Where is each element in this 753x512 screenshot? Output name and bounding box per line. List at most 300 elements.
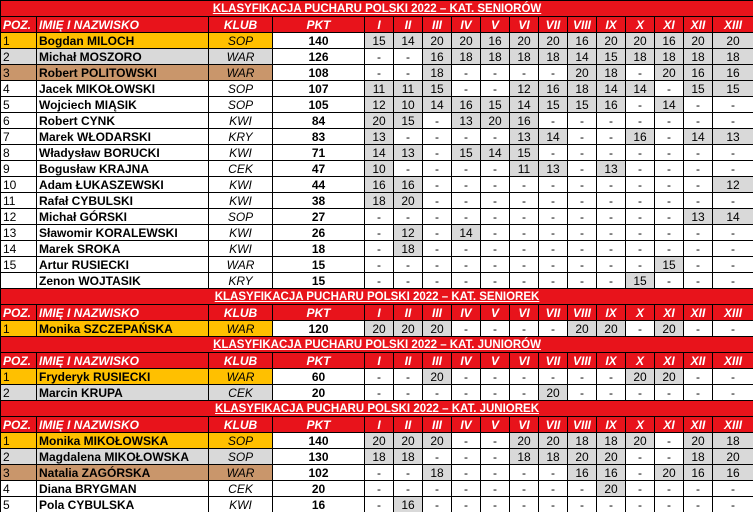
header-round: XI (655, 305, 684, 321)
round-score: 20 (655, 369, 684, 385)
table-row (1, 385, 753, 401)
round-score: - (452, 465, 481, 481)
club-cell: WAR (209, 49, 273, 65)
round-score: 15 (713, 81, 753, 97)
round-score: 12 (713, 177, 753, 193)
position-cell: 5 (1, 497, 37, 512)
round-score: - (365, 65, 394, 81)
round-score: - (365, 369, 394, 385)
round-score: 20 (539, 385, 568, 401)
points-cell: 83 (273, 129, 365, 145)
round-score: 20 (365, 113, 394, 129)
round-score: - (510, 209, 539, 225)
header-round: VIII (568, 353, 597, 369)
header-round: XIII (713, 17, 753, 33)
header-round: II (394, 17, 423, 33)
round-score: 16 (568, 33, 597, 49)
header-round: II (394, 417, 423, 433)
round-score: - (481, 321, 510, 337)
table-row (1, 209, 753, 225)
round-score: 18 (539, 449, 568, 465)
header-round: VII (539, 17, 568, 33)
round-score: - (481, 161, 510, 177)
round-score: - (481, 65, 510, 81)
round-score: - (626, 145, 655, 161)
round-score: - (539, 465, 568, 481)
round-score: 15 (510, 145, 539, 161)
round-score: 14 (655, 97, 684, 113)
header-round: XII (684, 417, 713, 433)
round-score: 12 (510, 81, 539, 97)
competitor-name: Marek WŁODARSKI (37, 129, 209, 145)
round-score: - (423, 241, 452, 257)
round-score: 14 (394, 33, 423, 49)
round-score: 12 (394, 225, 423, 241)
club-cell: WAR (209, 369, 273, 385)
table-row (1, 193, 753, 209)
round-score: - (626, 481, 655, 497)
round-score: - (394, 257, 423, 273)
header-round: III (423, 417, 452, 433)
header-round: XII (684, 17, 713, 33)
round-score: - (510, 369, 539, 385)
round-score: - (684, 241, 713, 257)
position-cell: 7 (1, 129, 37, 145)
points-cell: 71 (273, 145, 365, 161)
competitor-name: Zenon WOJTASIK (37, 273, 209, 289)
header-name: IMIĘ I NAZWISKO (37, 417, 209, 433)
round-score: - (481, 369, 510, 385)
round-score: - (655, 129, 684, 145)
competitor-name: Fryderyk RUSIECKI (37, 369, 209, 385)
round-score: - (539, 193, 568, 209)
round-score: - (684, 385, 713, 401)
points-cell: 126 (273, 49, 365, 65)
club-cell: KWI (209, 193, 273, 209)
round-score: - (597, 225, 626, 241)
header-round: XII (684, 353, 713, 369)
round-score: - (510, 273, 539, 289)
round-score: 14 (684, 129, 713, 145)
round-score: - (539, 273, 568, 289)
round-score: - (510, 241, 539, 257)
round-score: - (481, 449, 510, 465)
round-score: - (452, 65, 481, 81)
round-score: - (365, 497, 394, 512)
round-score: - (684, 481, 713, 497)
header-pos: POZ. (1, 417, 37, 433)
round-score: - (655, 225, 684, 241)
round-score: - (655, 145, 684, 161)
round-score: - (568, 257, 597, 273)
round-score: - (655, 161, 684, 177)
round-score: - (539, 209, 568, 225)
round-score: - (626, 177, 655, 193)
header-round: X (626, 353, 655, 369)
header-name: IMIĘ I NAZWISKO (37, 305, 209, 321)
section-title: KLASYFIKACJA PUCHARU POLSKI 2022 – KAT. SENIOREK (1, 289, 753, 305)
round-score: - (510, 177, 539, 193)
round-score: - (481, 129, 510, 145)
round-score: - (568, 193, 597, 209)
header-club: KLUB (209, 305, 273, 321)
round-score: - (597, 273, 626, 289)
round-score: - (655, 209, 684, 225)
round-score: - (365, 241, 394, 257)
round-score: - (684, 145, 713, 161)
round-score: - (655, 449, 684, 465)
points-cell: 15 (273, 273, 365, 289)
position-cell: 2 (1, 385, 37, 401)
club-cell: WAR (209, 65, 273, 81)
round-score: - (510, 65, 539, 81)
position-cell: 11 (1, 193, 37, 209)
header-round: IV (452, 417, 481, 433)
round-score: - (655, 241, 684, 257)
header-round: V (481, 353, 510, 369)
table-row (1, 497, 753, 512)
header-round: III (423, 353, 452, 369)
round-score: 14 (481, 145, 510, 161)
table-row (1, 129, 753, 145)
round-score: - (423, 225, 452, 241)
round-score: - (684, 497, 713, 512)
round-score: 18 (684, 449, 713, 465)
header-round: IX (597, 305, 626, 321)
round-score: 18 (423, 465, 452, 481)
header-name: IMIĘ I NAZWISKO (37, 353, 209, 369)
round-score: - (626, 257, 655, 273)
header-round: XI (655, 417, 684, 433)
round-score: - (713, 497, 753, 512)
round-score: - (481, 385, 510, 401)
section-title-row (1, 337, 753, 353)
competitor-name: Michał GÓRSKI (37, 209, 209, 225)
header-round: II (394, 353, 423, 369)
round-score: - (713, 193, 753, 209)
header-round: XIII (713, 305, 753, 321)
club-cell: KWI (209, 177, 273, 193)
round-score: - (423, 257, 452, 273)
club-cell: KRY (209, 129, 273, 145)
round-score: 12 (365, 97, 394, 113)
round-score: 18 (568, 81, 597, 97)
position-cell: 1 (1, 369, 37, 385)
header-round: IV (452, 353, 481, 369)
round-score: 20 (626, 33, 655, 49)
competitor-name: Monika MIKOŁOWSKA (37, 433, 209, 449)
round-score: - (481, 193, 510, 209)
round-score: - (597, 497, 626, 512)
club-cell: SOP (209, 449, 273, 465)
points-cell: 16 (273, 497, 365, 512)
round-score: - (568, 497, 597, 512)
round-score: - (684, 257, 713, 273)
position-cell: 14 (1, 241, 37, 257)
round-score: - (539, 481, 568, 497)
position-cell: 1 (1, 321, 37, 337)
round-score: 20 (713, 33, 753, 49)
round-score: 15 (684, 81, 713, 97)
round-score: - (568, 145, 597, 161)
round-score: - (539, 321, 568, 337)
round-score: - (481, 225, 510, 241)
position-cell: 2 (1, 49, 37, 65)
round-score: 20 (365, 433, 394, 449)
round-score: 20 (539, 433, 568, 449)
competitor-name: Pola CYBULSKA (37, 497, 209, 512)
table-row (1, 161, 753, 177)
header-round: I (365, 305, 394, 321)
header-round: X (626, 305, 655, 321)
round-score: - (597, 257, 626, 273)
round-score: 13 (510, 129, 539, 145)
round-score: 14 (626, 81, 655, 97)
round-score: 20 (423, 33, 452, 49)
round-score: - (568, 385, 597, 401)
table-row (1, 97, 753, 113)
round-score: 18 (394, 449, 423, 465)
round-score: - (539, 177, 568, 193)
round-score: 15 (481, 97, 510, 113)
table-row (1, 65, 753, 81)
section-title: KLASYFIKACJA PUCHARU POLSKI 2022 – KAT. JUNIORÓW (1, 337, 753, 353)
competitor-name: Bogdan MILOCH (37, 33, 209, 49)
section-title: KLASYFIKACJA PUCHARU POLSKI 2022 – KAT. SENIORÓW (1, 1, 753, 17)
round-score: 16 (481, 33, 510, 49)
round-score: 20 (568, 321, 597, 337)
round-score: 18 (597, 433, 626, 449)
column-header-row (1, 305, 753, 321)
round-score: - (481, 81, 510, 97)
round-score: - (713, 369, 753, 385)
header-round: VIII (568, 17, 597, 33)
header-round: VI (510, 353, 539, 369)
round-score: - (510, 225, 539, 241)
round-score: - (626, 449, 655, 465)
club-cell: CEK (209, 385, 273, 401)
round-score: 14 (597, 81, 626, 97)
header-round: XI (655, 17, 684, 33)
points-cell: 27 (273, 209, 365, 225)
round-score: - (539, 65, 568, 81)
competitor-name: Adam ŁUKASZEWSKI (37, 177, 209, 193)
round-score: - (626, 113, 655, 129)
round-score: - (655, 273, 684, 289)
header-round: I (365, 353, 394, 369)
round-score: 18 (655, 49, 684, 65)
round-score: - (626, 241, 655, 257)
position-cell: 1 (1, 433, 37, 449)
header-pos: POZ. (1, 353, 37, 369)
position-cell: 15 (1, 257, 37, 273)
round-score: - (481, 433, 510, 449)
position-cell: 8 (1, 145, 37, 161)
header-round: XIII (713, 353, 753, 369)
round-score: 20 (539, 33, 568, 49)
header-points: PKT (273, 305, 365, 321)
round-score: - (423, 209, 452, 225)
round-score: - (481, 465, 510, 481)
header-club: KLUB (209, 17, 273, 33)
section-title-row (1, 401, 753, 417)
round-score: 16 (539, 81, 568, 97)
round-score: 18 (713, 49, 753, 65)
round-score: - (568, 241, 597, 257)
round-score: - (481, 241, 510, 257)
column-header-row (1, 17, 753, 33)
position-cell: 9 (1, 161, 37, 177)
header-round: V (481, 417, 510, 433)
round-score: - (713, 385, 753, 401)
round-score: 20 (481, 113, 510, 129)
round-score: - (365, 209, 394, 225)
round-score: 15 (626, 273, 655, 289)
round-score: 20 (365, 321, 394, 337)
round-score: 15 (394, 113, 423, 129)
round-score: - (713, 145, 753, 161)
position-cell: 6 (1, 113, 37, 129)
round-score: - (597, 129, 626, 145)
round-score: - (655, 481, 684, 497)
round-score: 20 (568, 449, 597, 465)
round-score: - (568, 481, 597, 497)
header-round: I (365, 17, 394, 33)
position-cell: 2 (1, 449, 37, 465)
round-score: 18 (713, 433, 753, 449)
header-points: PKT (273, 17, 365, 33)
competitor-name: Robert CYNK (37, 113, 209, 129)
round-score: - (452, 177, 481, 193)
round-score: 18 (510, 449, 539, 465)
points-cell: 140 (273, 33, 365, 49)
round-score: - (626, 497, 655, 512)
position-cell: 3 (1, 65, 37, 81)
round-score: 20 (568, 65, 597, 81)
round-score: 20 (394, 321, 423, 337)
round-score: 20 (394, 433, 423, 449)
header-round: VIII (568, 305, 597, 321)
round-score: 18 (365, 193, 394, 209)
header-round: XII (684, 305, 713, 321)
round-score: - (597, 369, 626, 385)
round-score: - (597, 241, 626, 257)
round-score: - (713, 321, 753, 337)
round-score: 18 (394, 241, 423, 257)
round-score: 13 (452, 113, 481, 129)
competitor-name: Artur RUSIECKI (37, 257, 209, 273)
position-cell: 5 (1, 97, 37, 113)
round-score: 14 (568, 49, 597, 65)
round-score: - (684, 177, 713, 193)
round-score: 10 (394, 97, 423, 113)
round-score: 18 (626, 49, 655, 65)
round-score: - (510, 321, 539, 337)
round-score: - (568, 273, 597, 289)
table-row (1, 481, 753, 497)
header-points: PKT (273, 417, 365, 433)
round-score: - (510, 481, 539, 497)
competitor-name: Bogusław KRAJNA (37, 161, 209, 177)
round-score: - (539, 257, 568, 273)
competitor-name: Wojciech MIĄSIK (37, 97, 209, 113)
round-score: - (626, 225, 655, 241)
round-score: - (684, 193, 713, 209)
round-score: - (539, 225, 568, 241)
points-cell: 44 (273, 177, 365, 193)
header-round: V (481, 17, 510, 33)
round-score: - (394, 385, 423, 401)
points-cell: 18 (273, 241, 365, 257)
competitor-name: Diana BRYGMAN (37, 481, 209, 497)
section-title-row (1, 289, 753, 305)
round-score: - (713, 113, 753, 129)
column-header-row (1, 353, 753, 369)
round-score: - (510, 257, 539, 273)
round-score: - (481, 273, 510, 289)
header-round: IV (452, 17, 481, 33)
round-score: 20 (655, 465, 684, 481)
table-row (1, 241, 753, 257)
round-score: - (655, 177, 684, 193)
round-score: - (626, 465, 655, 481)
round-score: 20 (510, 33, 539, 49)
header-round: VII (539, 353, 568, 369)
round-score: 15 (365, 33, 394, 49)
round-score: 14 (365, 145, 394, 161)
round-score: - (713, 225, 753, 241)
round-score: 18 (365, 449, 394, 465)
round-score: - (713, 241, 753, 257)
club-cell: SOP (209, 81, 273, 97)
round-score: - (423, 129, 452, 145)
position-cell: 13 (1, 225, 37, 241)
round-score: 16 (713, 65, 753, 81)
table-row (1, 145, 753, 161)
round-score: - (655, 497, 684, 512)
round-score: - (452, 369, 481, 385)
table-row (1, 81, 753, 97)
round-score: - (481, 481, 510, 497)
position-cell: 1 (1, 33, 37, 49)
table-row (1, 49, 753, 65)
competitor-name: Rafał CYBULSKI (37, 193, 209, 209)
header-club: KLUB (209, 417, 273, 433)
round-score: 20 (655, 321, 684, 337)
round-score: - (568, 161, 597, 177)
round-score: - (365, 257, 394, 273)
round-score: 15 (452, 145, 481, 161)
round-score: - (510, 193, 539, 209)
position-cell: 10 (1, 177, 37, 193)
header-round: II (394, 305, 423, 321)
round-score: - (423, 113, 452, 129)
section-title-row (1, 1, 753, 17)
club-cell: KWI (209, 145, 273, 161)
round-score: - (423, 193, 452, 209)
club-cell: SOP (209, 97, 273, 113)
position-cell: 4 (1, 481, 37, 497)
round-score: 14 (510, 97, 539, 113)
round-score: - (452, 385, 481, 401)
header-round: X (626, 17, 655, 33)
round-score: - (452, 161, 481, 177)
points-cell: 15 (273, 257, 365, 273)
position-cell: 4 (1, 81, 37, 97)
round-score: 16 (713, 465, 753, 481)
competitor-name: Marek SROKA (37, 241, 209, 257)
round-score: 18 (510, 49, 539, 65)
